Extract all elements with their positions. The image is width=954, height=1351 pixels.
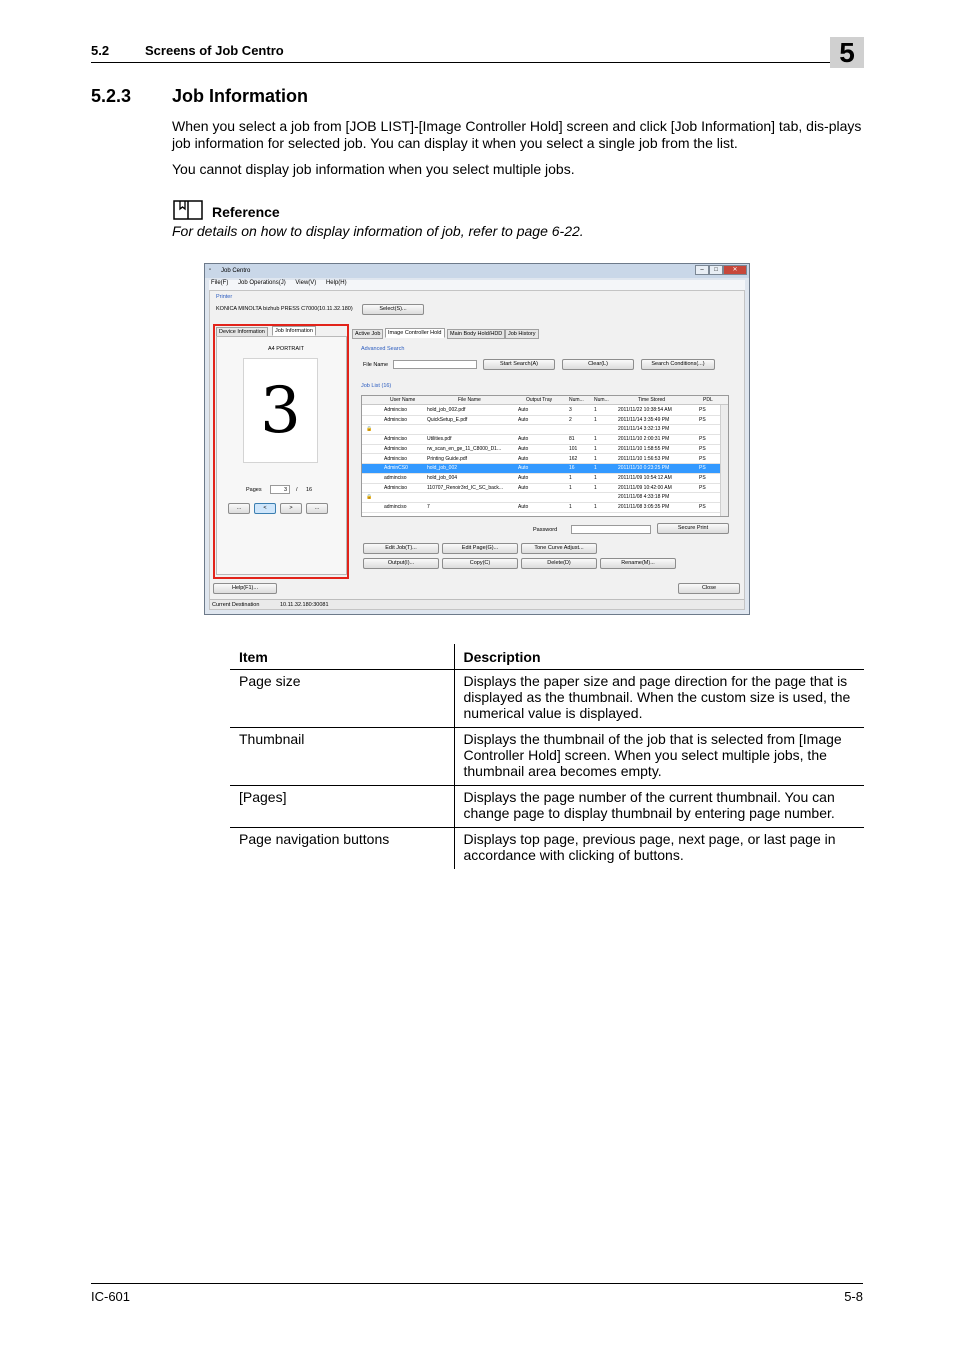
advanced-search-label: Advanced Search [361,346,405,352]
col-user-name[interactable]: User Name [390,397,416,403]
job-centro-screenshot [204,263,750,615]
footer-page-number: 5-8 [844,1289,863,1304]
password-label: Password [533,527,558,533]
table-cell: 2011/11/10 1:56:53 PM [618,455,670,462]
table-cell: 2011/11/09 10:42:00 AM [618,484,672,491]
table-cell: Auto [518,445,529,452]
table-row[interactable] [362,464,720,474]
start-search-button[interactable]: Start Search(A) [483,359,555,370]
col-description-header: Description [454,644,864,670]
file-name-input[interactable] [393,360,477,369]
table-cell: 3 [569,407,572,413]
status-value: 10.11.32.180:30081 [280,602,329,608]
table-cell: 81 [569,436,575,443]
table-row[interactable] [362,416,720,426]
delete-button[interactable]: Delete(D) [521,558,597,569]
tab-main-body-hold[interactable]: Main Body Hold/HDD [447,329,505,339]
file-name-label: File Name [363,362,389,368]
table-cell: PS [699,407,706,413]
table-cell: Utilities.pdf [427,436,452,443]
table-cell: 2011/11/08 4:33:18 PM [618,494,670,501]
table-cell: 2011/11/10 0:23:25 PM [618,465,670,472]
table-cell: Adminciso [384,445,408,452]
table-cell: adminciso [384,474,407,481]
next-page-button[interactable]: > [280,503,302,514]
table-cell: PS [699,455,706,462]
table-cell: 16 [569,465,575,472]
table-cell: Adminciso [384,484,408,491]
job-list [361,395,729,517]
copy-button[interactable]: Copy(C) [442,558,518,569]
table-description: Displays the paper size and page direction for the page that is displayed as the thumbnail. When the custom size is used, the numerical value is displayed. [454,670,864,728]
table-row[interactable] [362,406,720,416]
output-button[interactable]: Output(I)... [363,558,439,569]
table-cell: 1 [594,455,597,462]
table-cell: 1 [594,474,597,481]
table-cell: 1 [569,504,572,510]
table-cell: 2011/11/10 1:58:55 PM [618,445,670,452]
table-cell: PS [699,474,706,481]
last-page-button[interactable]: ... [306,503,328,514]
printer-name: KONICA MINOLTA bizhub PRESS C7000(10.11.32.180) [216,306,353,312]
table-cell: Printing Guide.pdf [427,455,468,462]
item-description-table [230,644,864,869]
menu-bar [209,280,745,290]
table-row [230,828,864,870]
table-cell: 1 [569,484,572,491]
table-description: Displays the thumbnail of the job that is selected from [Image Controller Hold] screen. When you select multiple jobs, the thumbnail area becomes empty. [454,728,864,786]
pages-label: Pages [246,487,262,493]
search-conditions-button[interactable]: Search Conditions(...) [641,359,715,370]
table-cell: 2011/11/08 3:05:35 PM [618,504,670,510]
table-row[interactable] [362,435,720,445]
select-printer-button[interactable]: Select(S)... [362,304,424,315]
table-cell: PS [699,465,706,472]
table-cell: 110707_Renoir3rd_IC_SC_back... [427,484,504,491]
table-cell: PS [699,445,706,452]
footer-rule [91,1283,863,1284]
password-input[interactable] [571,525,651,534]
table-cell: 101 [569,445,578,452]
table-cell: rw_scan_en_ge_11_C8000_D1... [427,445,502,452]
table-cell: Adminciso [384,407,408,413]
table-cell: Auto [518,416,529,423]
previous-page-button[interactable]: < [254,503,276,514]
menu-view[interactable]: View(V) [295,280,317,286]
table-cell: AdminCS0 [384,465,408,472]
lock-icon: 🔒 [366,494,373,501]
header-rule [91,62,863,63]
table-cell: Adminciso [384,436,408,443]
table-cell: 1 [594,416,597,423]
table-cell: Auto [518,455,529,462]
tab-job-information[interactable]: Job Information [272,326,316,336]
table-cell: 1 [594,407,597,413]
table-cell: PS [699,484,706,491]
tab-job-history[interactable]: Job History [505,329,539,339]
col-num-2[interactable]: Num... [594,397,609,403]
paragraph-1: When you select a job from [JOB LIST]-[Image Controller Hold] screen and click [Job Information] tab, dis-plays job information for selected job. You can display it when you select a single job from the list. [172,118,862,151]
table-description: Displays top page, previous page, next page, or last page in accordance with clicking of buttons. [454,828,864,870]
col-time-stored[interactable]: Time Stored [638,397,666,403]
window-body [209,290,745,610]
tab-device-information[interactable]: Device Information [216,327,268,337]
table-cell: 1 [594,504,597,510]
table-cell: 2011/11/09 10:54:12 AM [618,474,672,481]
section-number: 5.2.3 [91,86,132,106]
edit-job-button[interactable]: Edit Job(T)... [363,543,439,554]
job-list-scrollbar[interactable] [720,405,728,516]
table-cell: 2 [569,416,572,423]
table-row[interactable] [362,474,720,484]
col-output-tray[interactable]: Output Tray [526,397,553,403]
lock-icon: 🔒 [366,426,373,433]
status-label: Current Destination [212,602,260,608]
table-row [230,670,864,728]
job-list-header [362,396,728,405]
secure-print-button[interactable]: Secure Print [657,523,729,534]
table-cell: Auto [518,484,529,491]
menu-help[interactable]: Help(H) [325,280,347,286]
col-item-header: Item [230,644,454,670]
table-cell: Adminciso [384,416,408,423]
table-cell: 2011/11/14 3:35:49 PM [618,416,670,423]
thumbnail: 3 [243,358,318,463]
tone-curve-adjust-button[interactable]: Tone Curve Adjust... [521,543,597,554]
table-cell: Auto [518,407,529,413]
table-item: [Pages] [230,786,454,828]
reference-book-icon [172,198,206,222]
clear-button[interactable]: Clear(L) [562,359,634,370]
reference-text: For details on how to display information of job, refer to page 6-22. [172,223,584,239]
table-cell: adminciso [384,504,407,510]
app-icon: ▫ [209,267,211,273]
close-icon[interactable]: ✕ [723,265,747,275]
table-cell: 1 [594,484,597,491]
header-section-title: Screens of Job Centro [145,43,284,58]
table-cell: QuickSetup_E.pdf [427,416,468,423]
menu-file[interactable]: File(F) [211,280,229,286]
page-size-label: A4 PORTRAIT [268,346,304,352]
table-description: Displays the page number of the current thumbnail. You can change page to display thumbnail by entering page number. [454,786,864,828]
table-cell: PS [699,436,706,443]
close-button[interactable]: Close [678,583,740,594]
reference-title: Reference [212,204,280,220]
table-cell: hold_job_002 [427,465,458,472]
table-row[interactable] [362,503,720,513]
col-file-name[interactable]: File Name [458,397,481,403]
table-item: Page size [230,670,454,728]
minimize-icon[interactable]: – [695,265,709,275]
paragraph-2: You cannot display job information when you select multiple jobs. [172,161,575,177]
edit-page-button[interactable]: Edit Page(G)... [442,543,518,554]
table-cell: 1 [594,436,597,443]
table-cell: 2011/11/22 10:38:54 AM [618,407,672,413]
rename-button[interactable]: Rename(M)... [600,558,676,569]
table-cell: Adminciso [384,455,408,462]
table-item: Page navigation buttons [239,831,390,847]
table-cell: 1 [594,465,597,472]
section-title: Job Information [172,86,308,106]
table-cell: hold_job_004 [427,474,458,481]
tab-image-controller-hold[interactable]: Image Controller Hold [385,328,445,338]
table-row [230,728,864,786]
job-list-label: Job List (16) [361,383,392,389]
col-pdl[interactable]: PDL [703,397,713,403]
help-button[interactable]: Help(F1)... [213,583,277,594]
menu-job-operations[interactable]: Job Operations(J) [238,280,286,286]
first-page-button[interactable]: ... [228,503,250,514]
chapter-number: 5 [830,37,864,68]
table-cell: PS [699,504,706,510]
tab-active-job[interactable]: Active Job [352,329,383,339]
printer-label: Printer [216,294,233,300]
table-cell: 7 [427,504,430,510]
table-cell: 2011/11/10 2:00:31 PM [618,436,670,443]
table-row [230,786,864,828]
table-row[interactable] [362,425,720,435]
table-cell: PS [699,416,706,423]
table-cell: hold_job_002.pdf [427,407,466,413]
table-item: Thumbnail [230,728,454,786]
window-titlebar [205,264,749,278]
highlight-box [213,324,349,579]
pages-total: 16 [306,487,313,493]
table-cell: Auto [518,474,529,481]
table-header-row [230,644,864,670]
pages-input[interactable]: 3 [270,485,290,494]
table-cell: 1 [569,474,572,481]
table-row[interactable] [362,484,720,494]
col-num-1[interactable]: Num... [569,397,584,403]
table-row[interactable] [362,493,720,503]
table-cell: 162 [569,455,578,462]
table-cell: Auto [518,465,529,472]
table-row[interactable] [362,455,720,465]
table-cell: Auto [518,504,529,510]
footer-model: IC-601 [91,1289,131,1304]
table-cell: 2011/11/14 3:32:13 PM [618,426,670,433]
window-title: Job Centro [221,268,251,274]
table-cell: Auto [518,436,529,443]
table-cell: 1 [594,445,597,452]
status-bar [210,599,744,609]
maximize-icon[interactable]: □ [709,265,723,275]
header-section-number: 5.2 [91,43,110,58]
table-row[interactable] [362,445,720,455]
pages-separator: / [296,487,298,493]
